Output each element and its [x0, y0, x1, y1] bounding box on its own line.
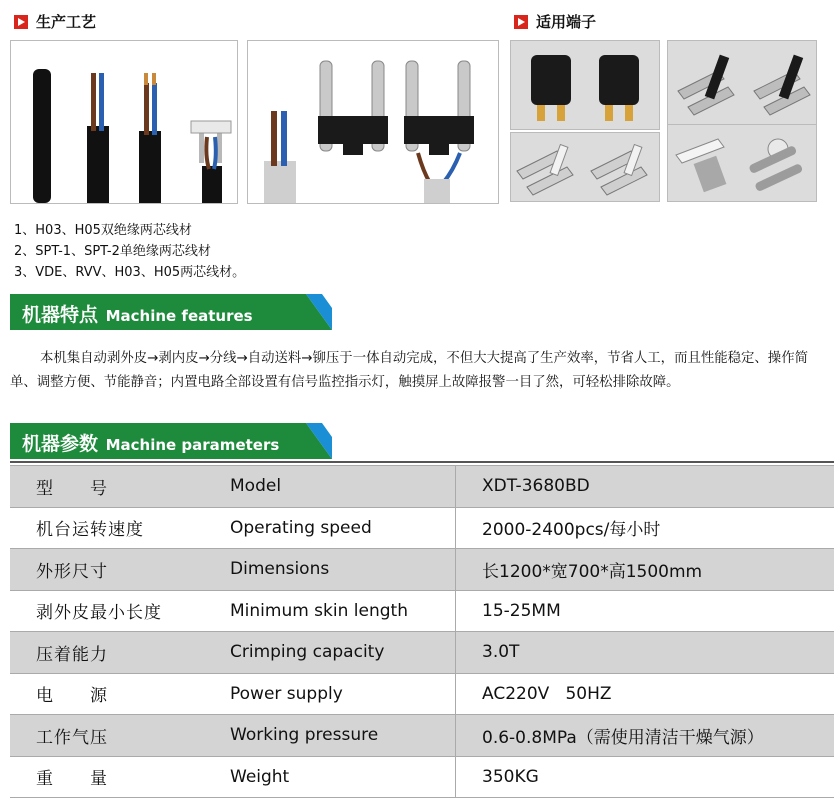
table-row: [10, 549, 834, 591]
param-value: 长1200*宽700*高1500mm: [456, 549, 835, 591]
machine-parameters-banner: [10, 423, 332, 459]
terminal-photo-1: [510, 40, 660, 130]
param-name-en: Model: [218, 466, 456, 508]
features-description: 本机集自动剥外皮→剥内皮→分线→自动送料→铆压于一体自动完成，不但大大提高了生产效率，节省人工，而且性能稳定、操作简单、调整方便、节能静音；内置电路全部设置有信号监控指示灯，触摸屏上故障报警一目了然，可轻松排除故障。: [10, 351, 808, 390]
param-name-en: Dimensions: [218, 549, 456, 591]
table-row: [10, 507, 834, 549]
terminal-photo-3: [510, 132, 660, 202]
param-name-en: Working pressure: [218, 715, 456, 757]
param-name-en: Minimum skin length: [218, 590, 456, 632]
table-row: [10, 756, 834, 798]
param-name-en: Weight: [218, 756, 456, 798]
terminal-photo-2: [667, 40, 817, 130]
features-title-en: Machine features: [105, 307, 253, 325]
param-name-zh: 电 源: [10, 673, 218, 715]
features-title-zh: 机器特点: [22, 304, 99, 326]
param-name-zh: 压着能力: [10, 632, 218, 674]
param-name-zh: 工作气压: [10, 715, 218, 757]
machine-features-banner: [10, 294, 332, 330]
param-value: 3.0T: [456, 632, 835, 674]
crimped-plug-photo: [247, 40, 499, 204]
param-name-en: Power supply: [218, 673, 456, 715]
param-value: AC220V 50HZ: [456, 673, 835, 715]
table-row: [10, 673, 834, 715]
terminal-photo-4: [667, 124, 817, 202]
parameters-table: [10, 465, 834, 798]
param-name-zh: 外形尺寸: [10, 549, 218, 591]
table-row: [10, 632, 834, 674]
param-name-en: Operating speed: [218, 507, 456, 549]
table-row: [10, 590, 834, 632]
section-title: 适用端子: [536, 13, 597, 31]
param-value: 2000-2400pcs/每小时: [456, 507, 835, 549]
wire-type-list: [14, 220, 245, 283]
section-production-process: [14, 11, 96, 32]
play-icon: [14, 15, 28, 29]
param-name-en: Crimping capacity: [218, 632, 456, 674]
section-title: 生产工艺: [36, 13, 97, 31]
param-value: XDT-3680BD: [456, 466, 835, 508]
parameters-title-zh: 机器参数: [22, 433, 99, 455]
table-row: [10, 715, 834, 757]
parameters-title-en: Machine parameters: [105, 436, 280, 454]
list-item: 3、VDE、RVV、H03、H05两芯线材。: [14, 265, 246, 280]
param-name-zh: 剥外皮最小长度: [10, 590, 218, 632]
list-item: 2、SPT-1、SPT-2单绝缘两芯线材: [14, 244, 211, 259]
param-value: 0.6-0.8MPa（需使用清洁干燥气源）: [456, 715, 835, 757]
play-icon: [514, 15, 528, 29]
param-name-zh: 重 量: [10, 756, 218, 798]
param-name-zh: 机台运转速度: [10, 507, 218, 549]
list-item: 1、H03、H05双绝缘两芯线材: [14, 223, 192, 238]
table-top-rule: [10, 461, 834, 463]
param-name-zh: 型 号: [10, 466, 218, 508]
table-row: [10, 466, 834, 508]
wire-stripping-photo: [10, 40, 238, 204]
param-value: 15-25MM: [456, 590, 835, 632]
section-applicable-terminals: [514, 11, 596, 32]
param-value: 350KG: [456, 756, 835, 798]
